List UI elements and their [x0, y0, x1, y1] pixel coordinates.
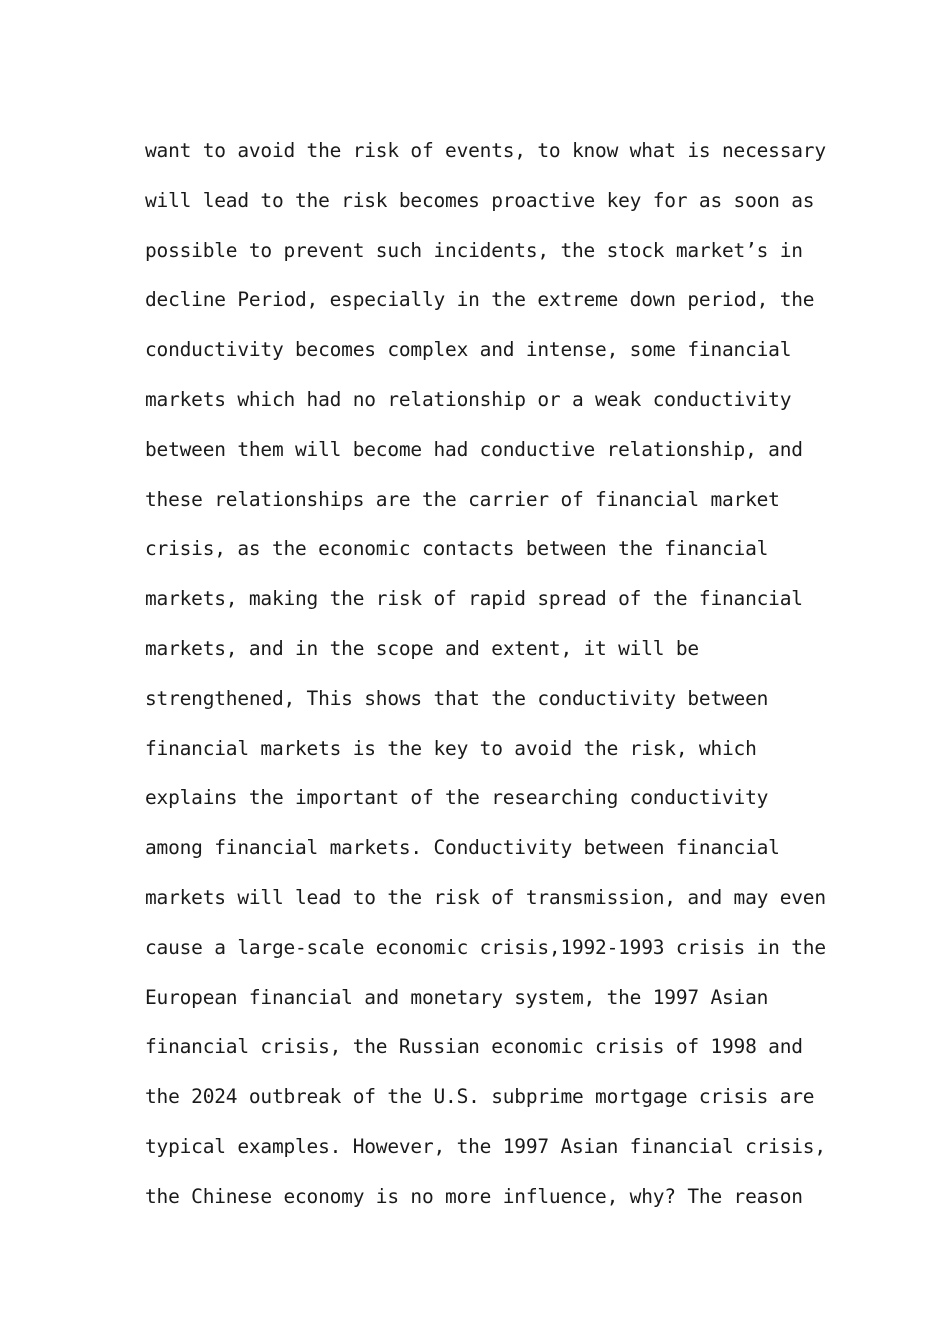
text-line: markets, and in the scope and extent, it will be [145, 636, 699, 660]
text-line: markets, making the risk of rapid spread of the financial [145, 587, 803, 611]
text-line: cause a large-scale economic crisis,1992-1993 crisis in the [145, 935, 826, 959]
text-line: want to avoid the risk of events, to know what is necessary [145, 139, 826, 162]
text-line: the Chinese economy is no more influence, why? The reason [145, 1184, 803, 1208]
text-line: financial crisis, the Russian economic crisis of 1998 and [145, 1035, 803, 1059]
text-line: European financial and monetary system, the 1997 Asian [145, 985, 769, 1009]
text-line: financial markets is the key to avoid the risk, which [145, 736, 757, 760]
text-line: among financial markets. Conductivity between financial [145, 836, 780, 860]
text-line: between them will become had conductive relationship, and [145, 437, 803, 461]
text-line: markets which had no relationship or a weak conductivity [145, 387, 792, 411]
text-line: these relationships are the carrier of financial market [145, 487, 780, 511]
text-line: conductivity becomes complex and intense, some financial [145, 338, 792, 362]
text-line: possible to prevent such incidents, the stock market’s in [145, 238, 803, 262]
body-paragraph [145, 134, 825, 1230]
text-line: the 2024 outbreak of the U.S. subprime mortgage crisis are [145, 1085, 815, 1109]
text-line: will lead to the risk becomes proactive key for as soon as [145, 188, 815, 212]
text-line: decline Period, especially in the extreme down period, the [145, 288, 815, 312]
text-line: explains the important of the researching conductivity [145, 786, 769, 810]
text-line: strengthened, This shows that the conductivity between [145, 686, 769, 710]
text-line: crisis, as the economic contacts between the financial [145, 537, 769, 561]
text-line: markets will lead to the risk of transmission, and may even [145, 885, 826, 909]
text-line: typical examples. However, the 1997 Asian financial crisis, [145, 1134, 826, 1158]
